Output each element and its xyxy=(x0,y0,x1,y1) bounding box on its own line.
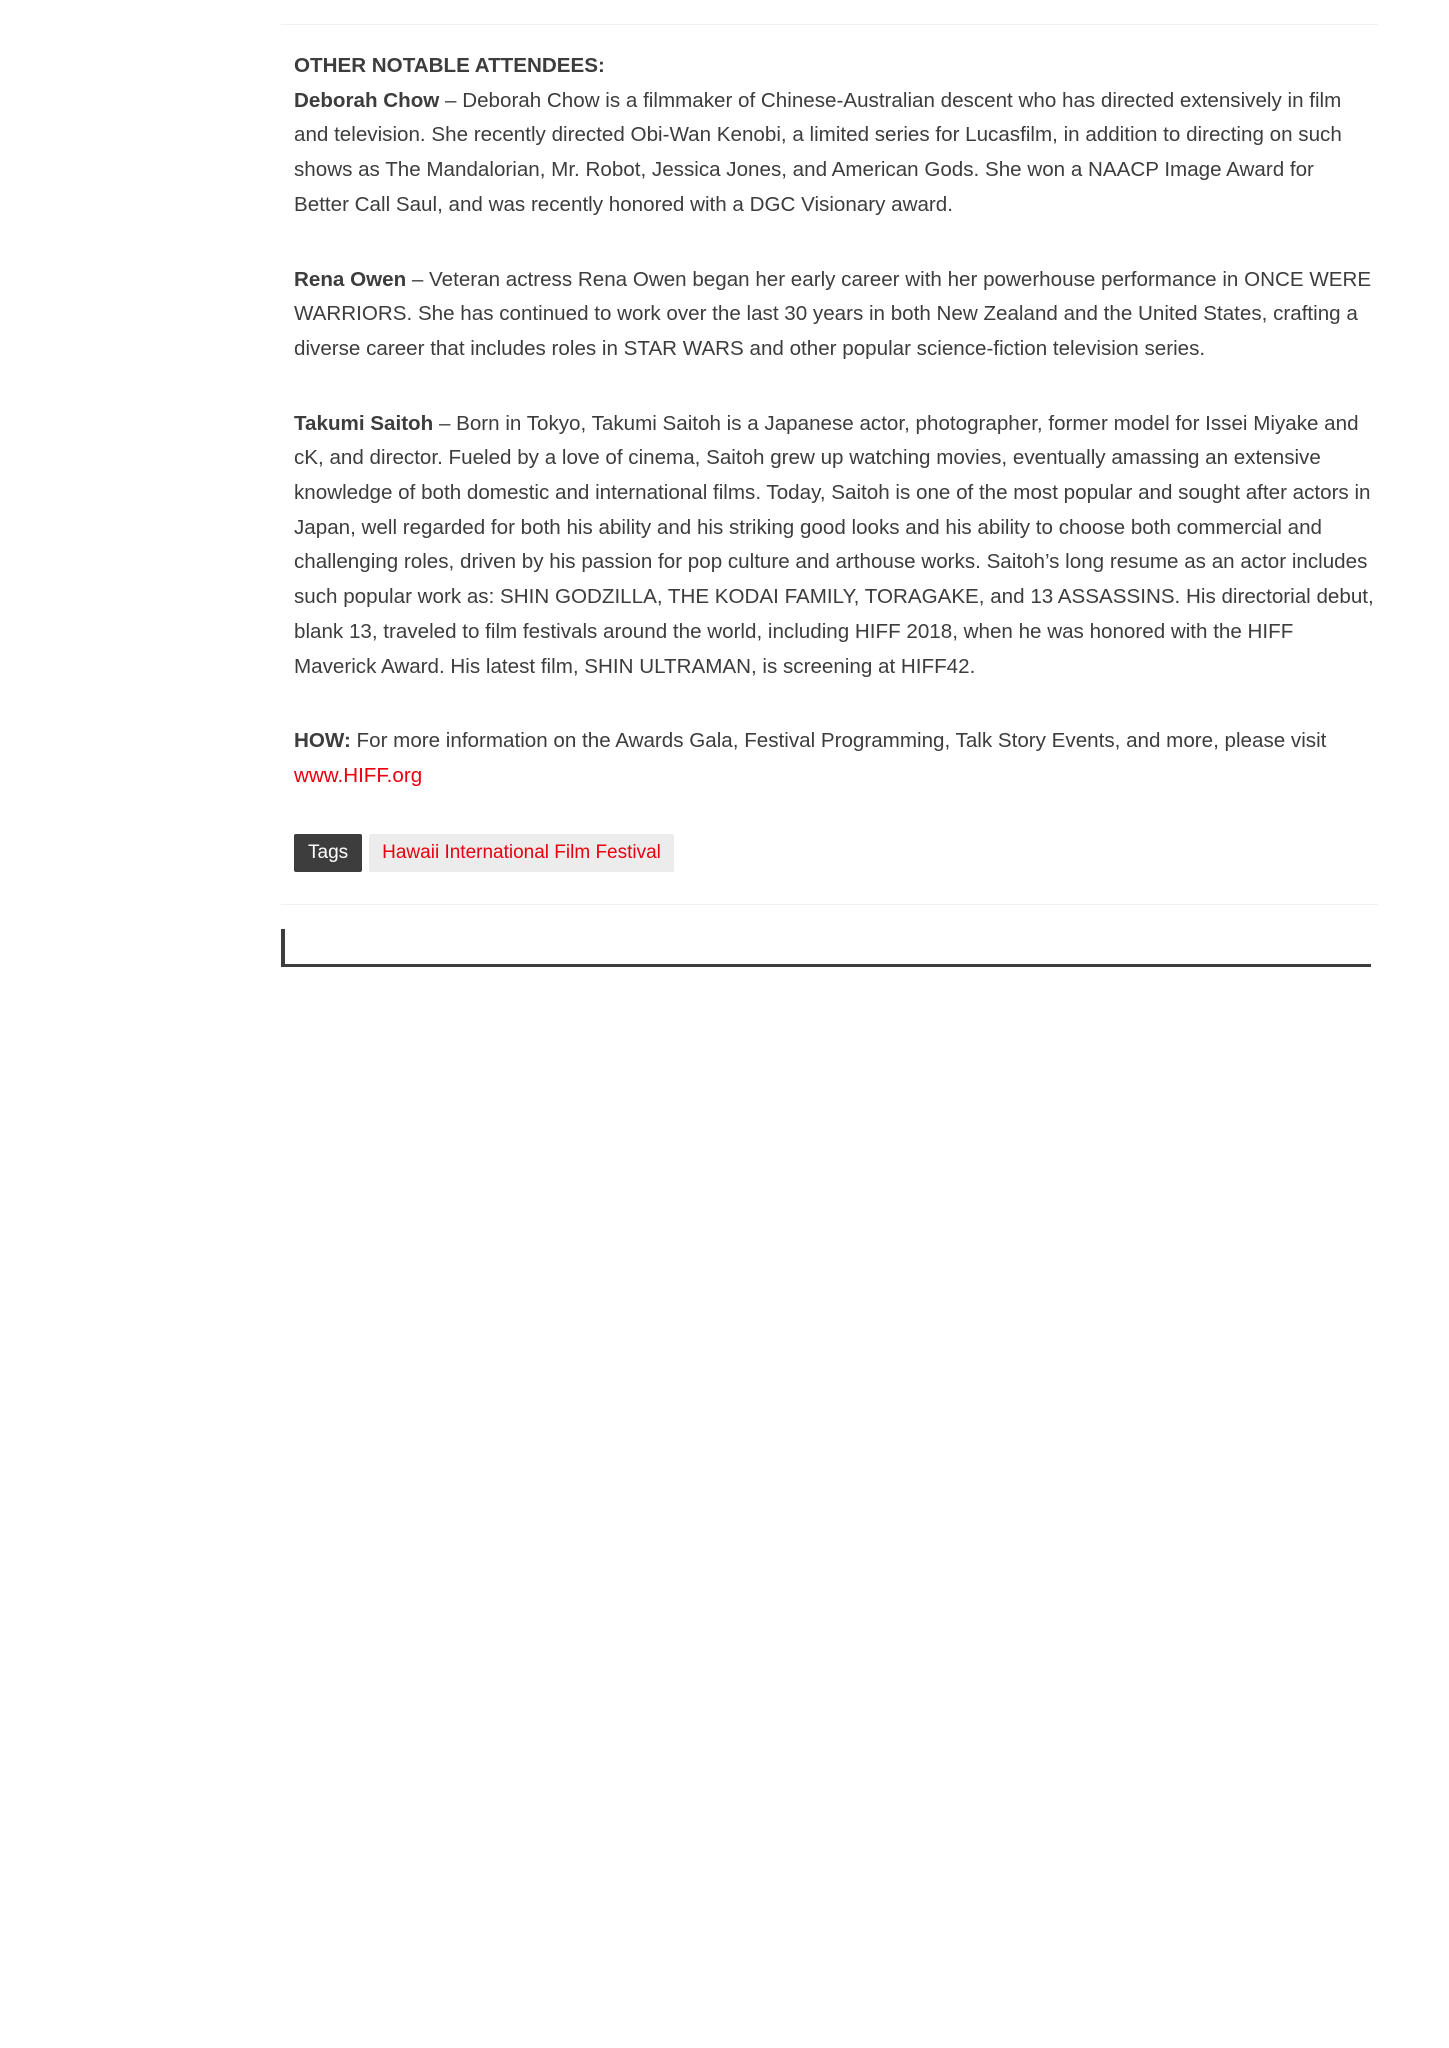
attendee-bio: – Born in Tokyo, Takumi Saitoh is a Japanese actor, photographer, former model for Issei Miyake and cK, and director. Fueled by a love of cinema, Saitoh grew up watching movies, eventually amassing an extensive knowledge of both domestic and international films. Today, Saitoh is one of the most popular and sought after actors in Japan, well regarded for both his ability and his striking good looks and his ability to choose both commercial and challenging roles, driven by his passion for pop culture and arthouse works. Saitoh’s long resume as an actor includes such popular work as: SHIN GODZILLA, THE KODAI FAMILY, TORAGAKE, and 13 ASSASSINS. His directorial debut, blank 13, traveled to film festivals around the world, including HIFF 2018, when he was honored with the HIFF Maverick Award. His latest film, SHIN ULTRAMAN, is screening at HIFF42. xyxy=(294,411,1374,678)
attendee-paragraph-takumi-saitoh xyxy=(294,407,1374,685)
tags-label: Tags xyxy=(294,834,362,872)
attendee-paragraph-deborah-chow xyxy=(294,84,1374,223)
comments-section-header xyxy=(281,929,1371,967)
hiff-website-link[interactable]: www.HIFF.org xyxy=(294,763,423,787)
attendee-name: Takumi Saitoh xyxy=(294,411,434,435)
top-divider xyxy=(281,24,1378,25)
other-attendees-heading: OTHER NOTABLE ATTENDEES: xyxy=(294,54,605,77)
how-text: For more information on the Awards Gala, Festival Programming, Talk Story Events, and more, please visit xyxy=(350,729,1327,753)
tag-hawaii-international-film-festival[interactable]: Hawaii International Film Festival xyxy=(369,834,674,872)
article-body xyxy=(281,49,1378,794)
attendee-bio: – Veteran actress Rena Owen began her early career with her powerhouse performance in ONCE WERE WARRIORS. She has continued to work over the last 30 years in both New Zealand and the United States, crafting a diverse career that includes roles in STAR WARS and other popular science-fiction television series. xyxy=(294,267,1372,360)
attendee-bio: – Deborah Chow is a filmmaker of Chinese-Australian descent who has directed extensively in film and television. She recently directed Obi-Wan Kenobi, a limited series for Lucasfilm, in addition to directing on such shows as The Mandalorian, Mr. Robot, Jessica Jones, and American Gods. She won a NAACP Image Award for Better Call Saul, and was recently honored with a DGC Visionary award. xyxy=(294,88,1342,216)
how-paragraph xyxy=(294,724,1374,793)
attendee-name: Rena Owen xyxy=(294,267,407,291)
tags-divider xyxy=(281,904,1378,905)
article-content xyxy=(281,0,1378,967)
tags-row xyxy=(281,834,1378,872)
attendee-name: Deborah Chow xyxy=(294,88,440,112)
how-label: HOW: xyxy=(294,729,351,753)
attendee-paragraph-rena-owen xyxy=(294,263,1374,367)
